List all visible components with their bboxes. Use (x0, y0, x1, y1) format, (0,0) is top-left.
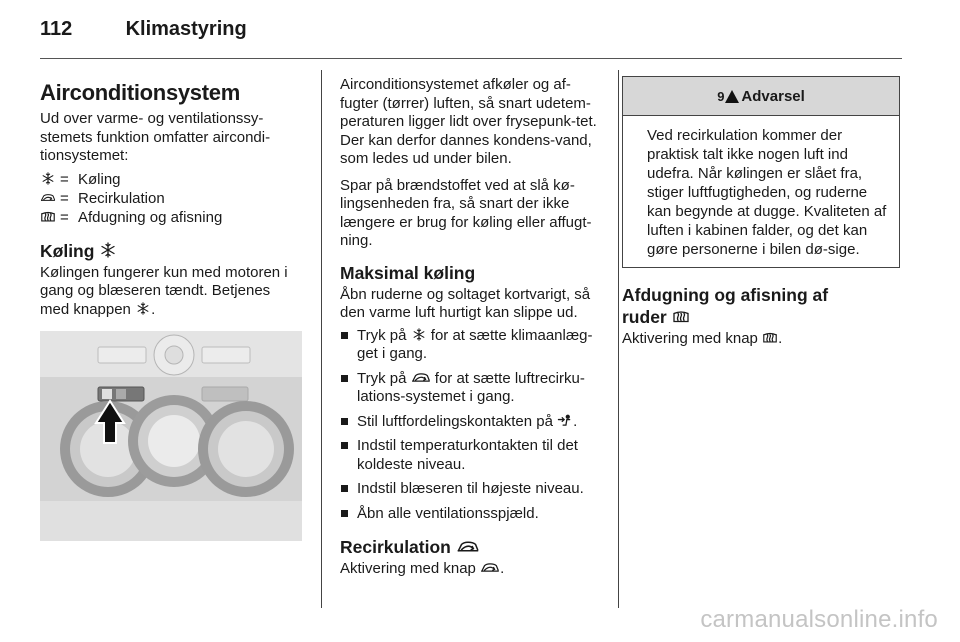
warning-box (622, 76, 900, 268)
list-item-text: . (573, 412, 578, 430)
chapter-title: Klimastyring (125, 18, 247, 40)
header-rule (40, 58, 902, 59)
defrost-icon (672, 309, 690, 324)
list-item (340, 413, 604, 432)
legend-equals: = (60, 170, 69, 188)
section-title: Airconditionsystem (40, 80, 240, 105)
legend-label: Køling (78, 170, 121, 188)
list-item-text: Indstil temperaturkontakten til det koldeste niveau. (357, 437, 578, 473)
list-item-text: for at sætte klimaanlæg-get i gang. (357, 326, 593, 362)
climate-panel-photo (40, 331, 302, 541)
list-item (340, 480, 604, 499)
list-item (340, 327, 604, 364)
column-2 (340, 68, 604, 587)
warning-number: 9 (717, 88, 725, 104)
warning-title: Advarsel (741, 87, 805, 105)
max-cooling-steps (340, 327, 604, 524)
defrost-text (622, 330, 900, 349)
list-item (340, 437, 604, 474)
defrost-heading-line1: Afdugning og afisning af (622, 285, 829, 305)
list-item (340, 505, 604, 524)
page-number: 112 (40, 18, 73, 40)
recirculation-icon (456, 539, 480, 554)
snowflake-icon (135, 302, 151, 315)
recirculation-text-body: Aktivering med knap (340, 560, 476, 577)
list-item-text: for at sætte luftrecirku-lations-systemet i gang. (357, 369, 585, 405)
climate-panel-illustration (40, 331, 302, 541)
icon-legend (40, 170, 302, 227)
max-cooling-text: Åbn ruderne og soltaget kortvarigt, så den varme luft hurtigt kan slippe ud. (340, 285, 591, 321)
list-item-text: Tryk på (357, 326, 407, 344)
defrost-icon (40, 210, 56, 223)
cooling-text-end: . (151, 300, 156, 318)
list-item-text: Åbn alle ventilationsspjæld. (357, 504, 539, 522)
warning-text: Ved recirkulation kommer der praktisk talt ikke nogen luft ind udefra. Når kølingen er slået fra, stiger luftfugtigheden, og ruderne kan begynde at dugge. Kvaliteten af luften i kabinen falder, og det kan gøre personerne i bilen dø-sige. (647, 127, 887, 258)
list-item-text: Indstil blæseren til højeste niveau. (357, 480, 584, 497)
recirculation-icon (40, 191, 56, 204)
column-divider (618, 70, 619, 608)
legend-equals: = (60, 208, 69, 226)
snowflake-icon (40, 172, 56, 185)
legend-label: Afdugning og afisning (78, 208, 223, 226)
list-item-text: Tryk på (357, 369, 407, 387)
cooling-text (40, 264, 302, 320)
legend-equals: = (60, 189, 69, 207)
recirculation-icon (480, 561, 500, 574)
column-1 (40, 68, 302, 541)
recirculation-heading (340, 537, 604, 558)
snowflake-icon (411, 328, 427, 341)
defrost-heading (622, 284, 900, 328)
defrost-heading-line2: ruder (622, 307, 667, 327)
list-item (340, 370, 604, 407)
snowflake-icon (99, 242, 117, 258)
recirculation-heading-text: Recirkulation (340, 537, 451, 557)
recirculation-text (340, 560, 604, 579)
defrost-text-end: . (778, 330, 783, 347)
cooling-text-body: Kølingen fungerer kun med motoren i gang og blæseren tændt. Betjenes med knappen (40, 263, 288, 318)
column-3 (622, 68, 900, 357)
legend-row (40, 170, 302, 189)
page-header (40, 18, 247, 41)
ac-intro-paragraph: Airconditionsystemet afkøler og af-fugter (tørrer) luften, så snart udetem-peraturen ligger lidt over frysepunk-tet. Der kan derfor dannes kondens-vand, som ledes ud under bilen. (340, 76, 597, 167)
legend-label: Recirkulation (78, 189, 165, 207)
defrost-text-body: Aktivering med knap (622, 330, 758, 347)
legend-row (40, 189, 302, 208)
legend-row (40, 208, 302, 227)
warning-triangle-icon (725, 90, 739, 103)
intro-text: Ud over varme- og ventilationssy-stemets funktion omfatter aircondi-tionsystemet: (40, 110, 271, 164)
warning-header (623, 77, 899, 116)
list-item-text: Stil luftfordelingskontakten på (357, 412, 553, 430)
recirculation-icon (411, 371, 431, 384)
cooling-heading-text: Køling (40, 240, 95, 261)
max-cooling-heading: Maksimal køling (340, 262, 476, 283)
column-divider (321, 70, 322, 608)
fuel-saving-paragraph: Spar på brændstoffet ved at slå kø-lingsenheden fra, så snart der ikke længere er brug for køling eller affugt-ning. (340, 176, 592, 249)
defrost-icon (762, 331, 778, 344)
watermark: carmanualsonline.info (700, 606, 938, 633)
cooling-heading (40, 241, 302, 262)
recirculation-text-end: . (500, 560, 505, 577)
vent-face-icon (557, 414, 573, 427)
